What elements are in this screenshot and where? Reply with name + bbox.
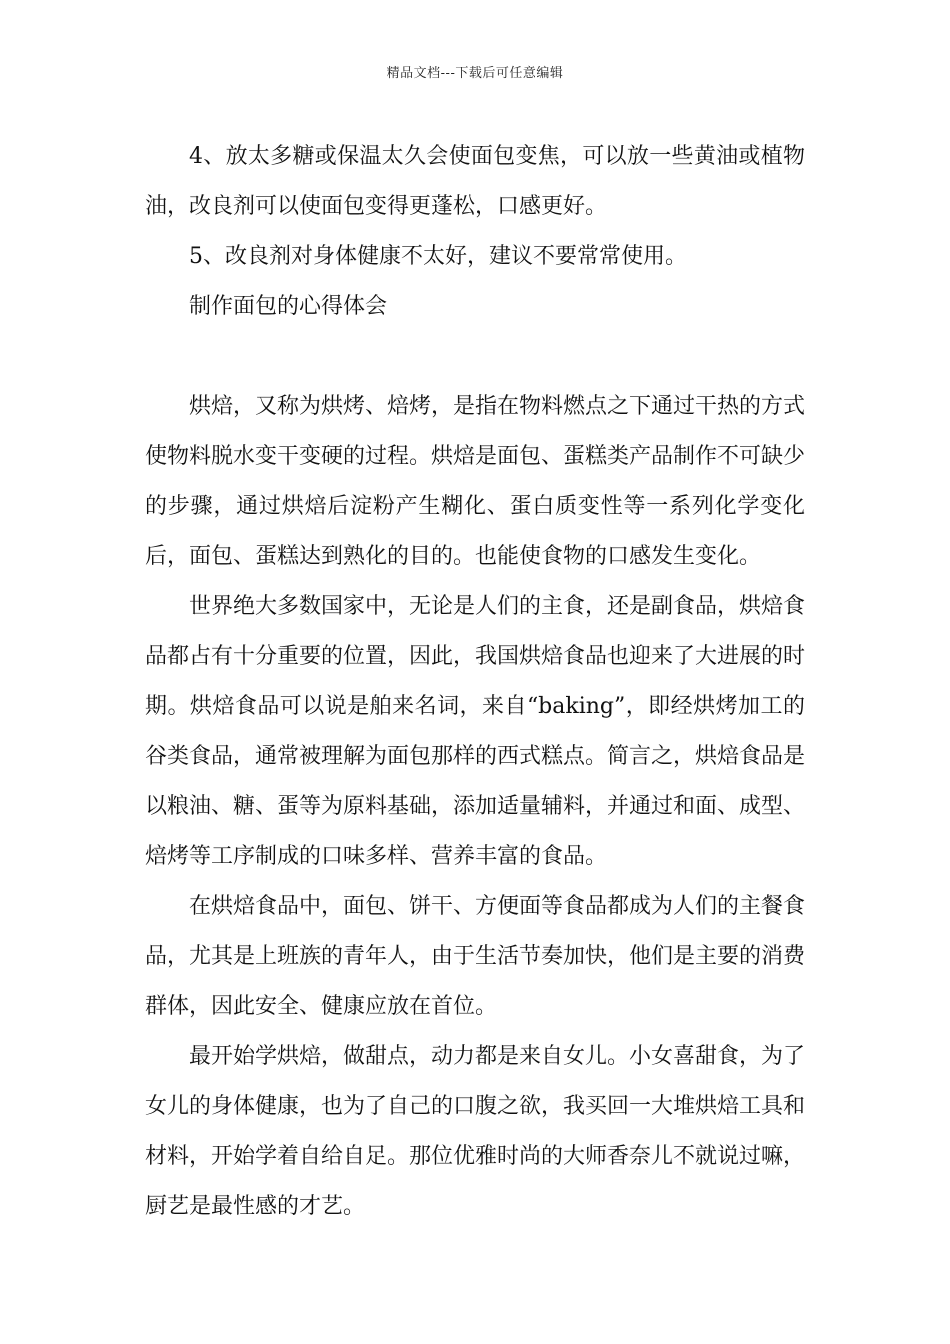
paragraph-baking-definition: 烘焙，又称为烘烤、焙烤，是指在物料燃点之下通过干热的方式使物料脱水变干变硬的过程。烘焙是面包、蛋糕类产品制作不可缺少的步骤，通过烘焙后淀粉产生糊化、蛋白质变性等一系列化学变化后，面包、蛋糕达到熟化的目的。也能使食物的口感发生变化。 bbox=[145, 394, 806, 569]
section-title: 制作面包的心得体会 bbox=[189, 294, 388, 319]
paragraph-tip-5: 5、改良剂对身体健康不太好，建议不要常常使用。 bbox=[189, 244, 687, 269]
page-header: 精品文档---下载后可任意编辑 bbox=[386, 66, 564, 81]
paragraph-baking-importance: 世界绝大多数国家中，无论是人们的主食，还是副食品，烘焙食品都占有十分重要的位置，因此，我国烘焙食品也迎来了大进展的时期。烘焙食品可以说是舶来名词，来自“baking”，即经烘烤加工的谷类食品，通常被理解为面包那样的西式糕点。简言之，烘焙食品是以粮油、糖、蛋等为原料基础，添加适量辅料，并通过和面、成型、焙烤等工序制成的口味多样、营养丰富的食品。 bbox=[145, 594, 806, 869]
paragraph-personal: 最开始学烘焙，做甜点，动力都是来自女儿。小女喜甜食，为了女儿的身体健康，也为了自己的口腹之欲，我买回一大堆烘焙工具和材料，开始学着自给自足。那位优雅时尚的大师香奈儿不就说过嘛，厨艺是最性感的才艺。 bbox=[145, 1044, 806, 1219]
document-body bbox=[145, 132, 805, 1232]
paragraph-tip-4: 4、放太多糖或保温太久会使面包变焦，可以放一些黄油或植物油，改良剂可以使面包变得更蓬松，口感更好。 bbox=[145, 144, 805, 219]
paragraph-consumers: 在烘焙食品中，面包、饼干、方便面等食品都成为人们的主餐食品，尤其是上班族的青年人，由于生活节奏加快，他们是主要的消费群体，因此安全、健康应放在首位。 bbox=[145, 894, 806, 1019]
blank-line bbox=[145, 332, 805, 382]
